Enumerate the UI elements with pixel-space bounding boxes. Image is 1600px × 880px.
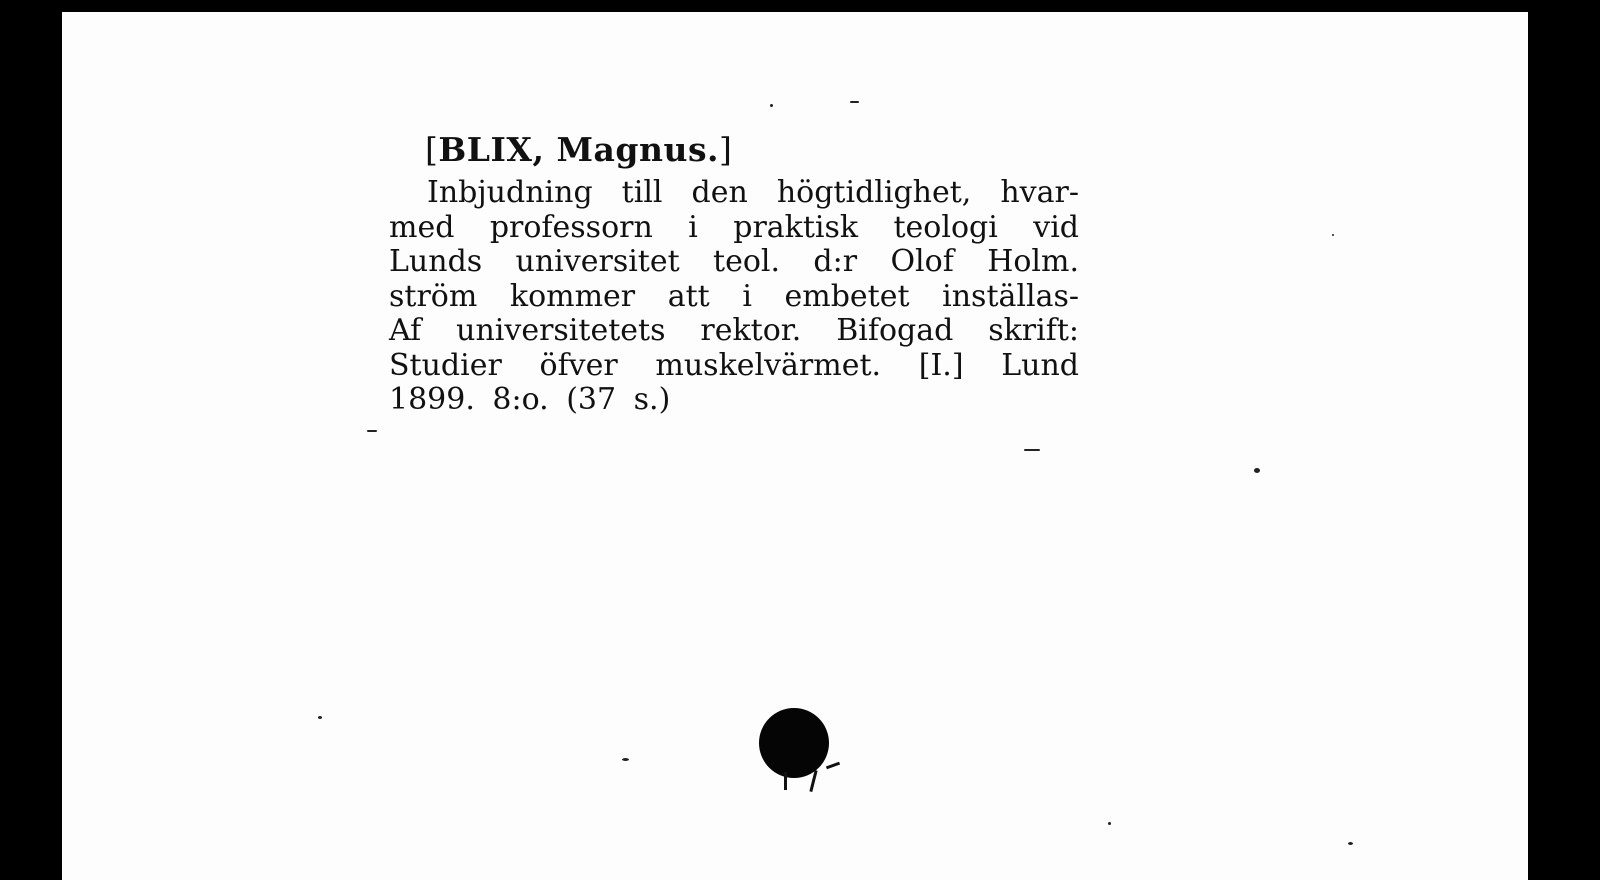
heading-bracket-close: ]: [719, 130, 733, 169]
scan-speck: [770, 104, 773, 107]
scan-speck: [1348, 842, 1353, 845]
description-line-3: Lunds universitet teol. d:r Olof Holm.: [389, 244, 1079, 279]
scan-speck: [1254, 468, 1260, 473]
scan-speck: [1332, 234, 1334, 236]
description-line-1: Inbjudning till den högtidlighet, hvar-: [427, 175, 1079, 210]
scan-speck: [850, 101, 859, 103]
scan-speck: [318, 716, 322, 719]
heading-bracket-open: [: [425, 130, 439, 169]
description-line-7: 1899. 8:o. (37 s.): [389, 382, 671, 417]
ink-blot-drip: [826, 762, 840, 770]
description-line-6: Studier öfver muskelvärmet. [I.] Lund: [389, 347, 1079, 383]
scan-speck: [1024, 449, 1040, 451]
scan-speck: [367, 430, 377, 432]
author-heading: [425, 130, 1079, 170]
description-line-5: Af universitetets rektor. Bifogad skrift:: [389, 313, 1079, 348]
ink-blot-drip: [784, 772, 787, 790]
scan-speck: [1108, 822, 1111, 825]
catalog-card: [62, 12, 1528, 880]
author-name: BLIX, Magnus.: [438, 130, 720, 169]
ink-blot: [759, 708, 829, 778]
entry-description: [389, 176, 1079, 418]
description-line-2: med professorn i praktisk teologi vid: [389, 209, 1079, 245]
description-line-4: ström kommer att i embetet inställas-: [389, 278, 1079, 314]
bibliographic-entry: [389, 130, 1079, 418]
scan-speck: [622, 758, 629, 761]
